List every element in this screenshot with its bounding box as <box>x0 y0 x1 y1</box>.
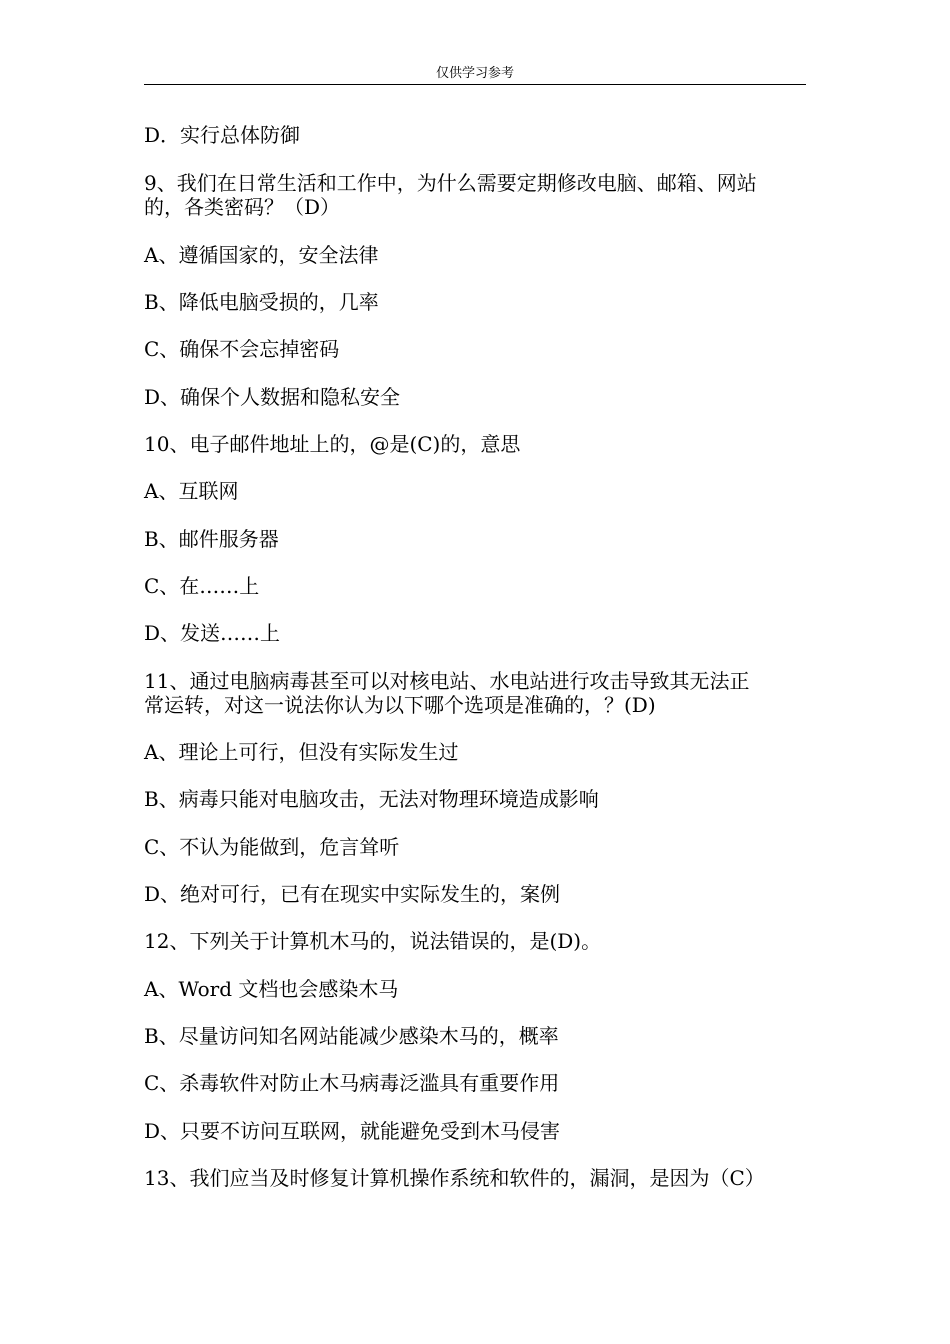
option-10b: B、邮件服务器 <box>144 527 279 551</box>
option-11d: D、绝对可行，已有在现实中实际发生的，案例 <box>144 882 561 906</box>
question-9-line-1: 9、我们在日常生活和工作中，为什么需要定期修改电脑、邮箱、网站 <box>144 171 757 195</box>
option-12a: A、Word 文档也会感染木马 <box>144 977 399 1001</box>
header-divider <box>144 84 806 85</box>
option-9d: D、确保个人数据和隐私安全 <box>144 385 401 409</box>
question-9-line-2: 的，各类密码？（D） <box>144 195 341 219</box>
option-10a: A、互联网 <box>144 479 239 503</box>
question-11-line-1: 11、通过电脑病毒甚至可以对核电站、水电站进行攻击导致其无法正 <box>144 669 750 693</box>
option-10c: C、在……上 <box>144 574 260 598</box>
page-header: 仅供学习参考 <box>435 66 514 81</box>
question-12: 12、下列关于计算机木马的，说法错误的，是(D)。 <box>144 929 602 953</box>
question-13: 13、我们应当及时修复计算机操作系统和软件的，漏洞，是因为（C） <box>144 1166 765 1190</box>
question-11-line-2: 常运转，对这一说法你认为以下哪个选项是准确的，？(D) <box>144 693 656 717</box>
option-11c: C、不认为能做到，危言耸听 <box>144 835 400 859</box>
option-11a: A、理论上可行，但没有实际发生过 <box>144 740 459 764</box>
option-12c: C、杀毒软件对防止木马病毒泛滥具有重要作用 <box>144 1071 560 1095</box>
option-8d: D．实行总体防御 <box>144 123 301 147</box>
option-12b: B、尽量访问知名网站能减少感染木马的，概率 <box>144 1024 559 1048</box>
option-10d: D、发送……上 <box>144 621 281 645</box>
question-10: 10、电子邮件地址上的，@是(C)的，意思 <box>144 432 521 456</box>
option-9c: C、确保不会忘掉密码 <box>144 337 340 361</box>
option-11b: B、病毒只能对电脑攻击，无法对物理环境造成影响 <box>144 787 599 811</box>
option-9b: B、降低电脑受损的，几率 <box>144 290 379 314</box>
option-12d: D、只要不访问互联网，就能避免受到木马侵害 <box>144 1119 561 1143</box>
option-9a: A、遵循国家的，安全法律 <box>144 243 379 267</box>
